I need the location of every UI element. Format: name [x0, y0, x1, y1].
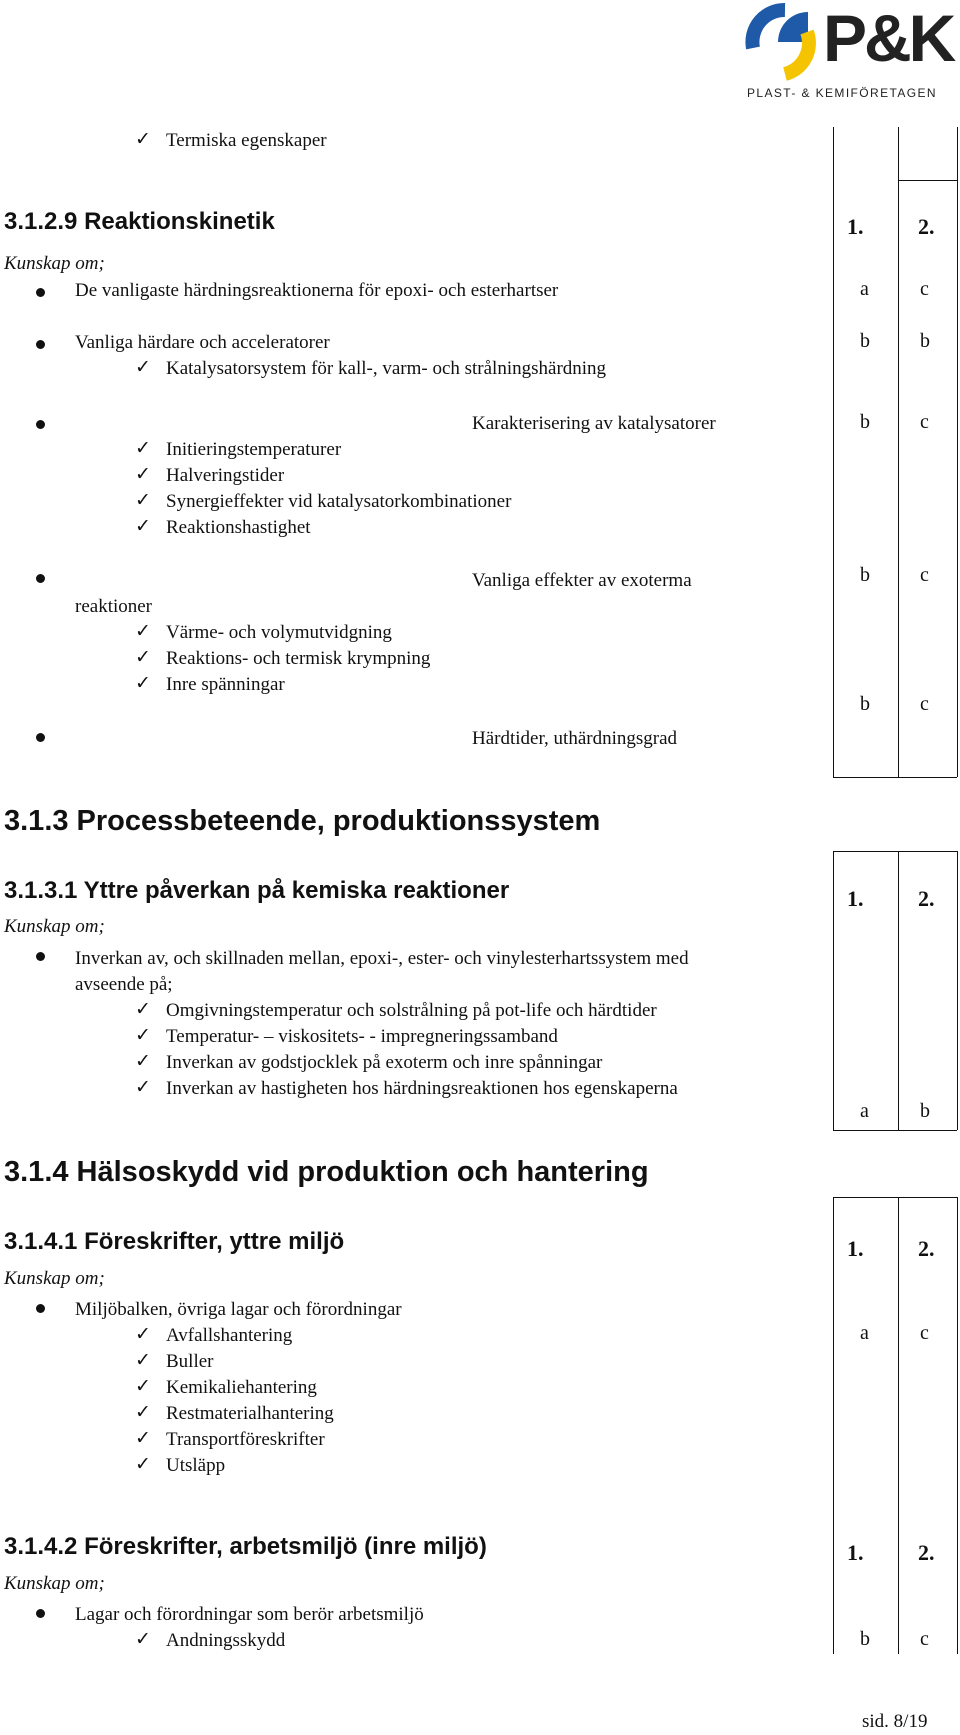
bullet-text-cont: avseende på;: [75, 974, 173, 995]
grade: c: [920, 1628, 929, 1650]
check-icon: ✓: [135, 1401, 151, 1423]
check-icon: ✓: [135, 1453, 151, 1475]
grade-col-header: 2.: [918, 1236, 935, 1261]
bullet-text: Inverkan av, och skillnaden mellan, epoxi-, ester- och vinylesterhartssystem med: [75, 948, 689, 969]
check-item: Inverkan av godstjocklek på exoterm och inre spånningar: [166, 1052, 603, 1073]
grade: b: [920, 1100, 930, 1122]
grade-col-header: 1.: [847, 1236, 864, 1261]
check-item: Andningsskydd: [166, 1630, 286, 1651]
section-heading: 3.1.4 Hälsoskydd vid produktion och hantering: [4, 1156, 649, 1188]
bullet-text: Vanliga effekter av exoterma: [472, 570, 692, 591]
bullet-icon: [36, 733, 45, 742]
check-item: Restmaterialhantering: [166, 1403, 334, 1424]
check-icon: ✓: [135, 1024, 151, 1046]
check-item: Avfallshantering: [166, 1325, 293, 1346]
kunskap-label: Kunskap om;: [4, 253, 105, 274]
grade-col-header: 2.: [918, 1540, 935, 1565]
check-item: Temperatur- – viskositets- - impregneringssamband: [166, 1026, 558, 1047]
bullet-icon: [36, 1609, 45, 1618]
logo-caption: PLAST- & KEMIFÖRETAGEN: [747, 86, 937, 100]
check-item: Reaktionshastighet: [166, 517, 311, 538]
check-icon: ✓: [135, 463, 151, 485]
kunskap-label: Kunskap om;: [4, 916, 105, 937]
grade: c: [920, 278, 929, 300]
check-item: Buller: [166, 1351, 214, 1372]
check-icon: ✓: [135, 1050, 151, 1072]
bullet-text: Karakterisering av katalysatorer: [472, 413, 716, 434]
grade: b: [920, 330, 930, 352]
grade: c: [920, 564, 929, 586]
check-item: Inre spänningar: [166, 674, 285, 695]
pk-logo: [745, 1, 954, 102]
check-icon: ✓: [135, 489, 151, 511]
check-item: Termiska egenskaper: [166, 130, 327, 151]
check-item: Kemikaliehantering: [166, 1377, 317, 1398]
check-item: Initieringstemperaturer: [166, 439, 342, 460]
bullet-text: Miljöbalken, övriga lagar och förordningar: [75, 1299, 402, 1320]
check-icon: ✓: [135, 1375, 151, 1397]
grade-col-header: 2.: [918, 214, 935, 239]
logo-text: P&K: [823, 1, 954, 75]
check-icon: ✓: [135, 1427, 151, 1449]
bullet-icon: [36, 952, 45, 961]
section-heading: 3.1.4.2 Föreskrifter, arbetsmiljö (inre miljö): [4, 1533, 487, 1560]
bullet-text: De vanligaste härdningsreaktionerna för epoxi- och esterhartser: [75, 280, 559, 301]
check-item: Värme- och volymutvidgning: [166, 622, 392, 643]
check-item: Transportföreskrifter: [166, 1429, 325, 1450]
grade: c: [920, 693, 929, 715]
check-icon: ✓: [135, 515, 151, 537]
check-icon: ✓: [135, 620, 151, 642]
grade-col-header: 2.: [918, 886, 935, 911]
check-icon: ✓: [135, 437, 151, 459]
check-item: Inverkan av hastigheten hos härdningsreaktionen hos egenskaperna: [166, 1078, 678, 1099]
check-item: Reaktions- och termisk krympning: [166, 648, 431, 669]
bullet-icon: [36, 420, 45, 429]
grade: a: [860, 1322, 869, 1344]
kunskap-label: Kunskap om;: [4, 1268, 105, 1289]
check-icon: ✓: [135, 672, 151, 694]
check-icon: ✓: [135, 1349, 151, 1371]
check-item: Synergieffekter vid katalysatorkombinationer: [166, 491, 512, 512]
bullet-icon: [36, 1304, 45, 1313]
check-item: Omgivningstemperatur och solstrålning på pot-life och härdtider: [166, 1000, 657, 1021]
grade: b: [860, 693, 870, 715]
check-icon: ✓: [135, 128, 151, 150]
grade: b: [860, 1628, 870, 1650]
check-item: Halveringstider: [166, 465, 285, 486]
page-number: sid. 8/19: [862, 1711, 928, 1732]
grade: b: [860, 564, 870, 586]
grade-col-header: 1.: [847, 1540, 864, 1565]
check-icon: ✓: [135, 1076, 151, 1098]
bullet-icon: [36, 340, 45, 349]
grade: c: [920, 411, 929, 433]
check-icon: ✓: [135, 646, 151, 668]
bullet-text: Härdtider, uthärdningsgrad: [472, 728, 678, 749]
grade: c: [920, 1322, 929, 1344]
check-icon: ✓: [135, 998, 151, 1020]
section-heading: 3.1.3.1 Yttre påverkan på kemiska reaktioner: [4, 877, 510, 904]
check-icon: ✓: [135, 1628, 151, 1650]
check-icon: ✓: [135, 1323, 151, 1345]
grade: b: [860, 411, 870, 433]
kunskap-label: Kunskap om;: [4, 1573, 105, 1594]
section-heading: 3.1.2.9 Reaktionskinetik: [4, 208, 275, 235]
grade-col-header: 1.: [847, 886, 864, 911]
grade: a: [860, 1100, 869, 1122]
grade-col-header: 1.: [847, 214, 864, 239]
check-item: Utsläpp: [166, 1455, 226, 1476]
check-item: Katalysatorsystem för kall-, varm- och strålningshärdning: [166, 358, 607, 379]
bullet-text: Vanliga härdare och acceleratorer: [75, 332, 330, 353]
check-icon: ✓: [135, 356, 151, 378]
bullet-text-cont: reaktioner: [75, 596, 153, 617]
section-heading: 3.1.4.1 Föreskrifter, yttre miljö: [4, 1228, 345, 1255]
grade: a: [860, 278, 869, 300]
bullet-icon: [36, 574, 45, 583]
bullet-icon: [36, 288, 45, 297]
section-heading: 3.1.3 Processbeteende, produktionssystem: [4, 805, 601, 837]
grade: b: [860, 330, 870, 352]
bullet-text: Lagar och förordningar som berör arbetsmiljö: [75, 1604, 424, 1625]
